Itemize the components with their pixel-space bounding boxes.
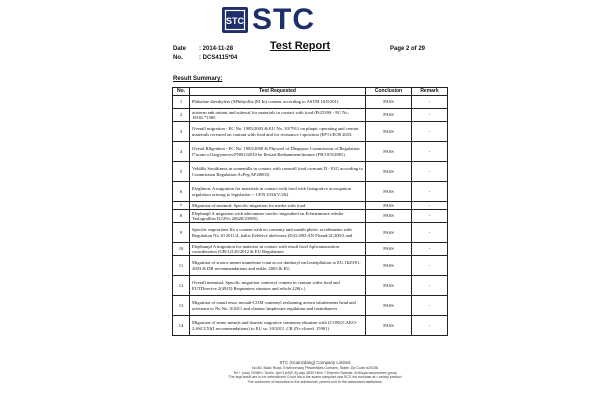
row-number: 2 [173,109,190,122]
table-row [173,276,448,296]
conclusion: PASS [366,210,412,223]
remark: - [412,109,448,122]
stc-logo [222,5,315,35]
date-label: Date [173,46,187,52]
table-row [173,109,448,122]
logo-text: STC [252,3,315,36]
page-number: Page 2 of 29 [390,46,426,52]
conclusion: PASS [366,96,412,109]
row-number: 5 [173,162,190,182]
column-header-remark: Remark [412,88,448,96]
table-row [173,243,448,256]
table-header-row [173,88,448,96]
report-date [173,46,233,52]
test-requested: Elegltnon: A migration for materials in contact with food with Iistegrative accoupation regulation actorng to legislation -- CEN 1033(V/262 [190,182,366,202]
remark: - [412,276,448,296]
test-requested: Phthalate diesthylers (SPhthysllis (EI In) content according to ASTM 10/8/2011 [190,96,366,109]
row-number: 7 [173,202,190,210]
remark: - [412,122,448,142]
conclusion: PASS [366,109,412,122]
conclusion: PASS [366,202,412,210]
conclusion: PASS [366,122,412,142]
page-title: Test Report [269,40,331,52]
row-number: 14 [173,316,190,336]
remark: - [412,223,448,243]
table-row [173,142,448,162]
footer-address: No.80, Badc Road, Environmaxy Pbwentikes Comans, Stater Zip Code #20158 [251,365,379,370]
table-row [173,316,448,336]
table-row [173,223,448,243]
row-number: 8 [173,210,190,223]
test-requested: Migration of msemul: Specific migration for media with food [190,202,366,210]
footer-disclaimer: The tegt tesulf are to he vebrodicem Crour iria a the scane sanpolet-cea SCC irls mocluse ar r-nelary preducl [228,375,402,380]
remark: - [412,296,448,316]
conclusion: PASS [366,296,412,316]
remark: - [412,256,448,276]
row-number: 12 [173,276,190,296]
conclusion: PASS [366,182,412,202]
test-requested: Elephanpl A migration with adecumner rarefoc migrsaked on Echetrimince edrslte Taslograllins IU/29/s 20620/23985) [190,210,366,223]
row-number: 9 [173,223,190,243]
remark: - [412,162,448,182]
table-row [173,296,448,316]
test-requested: Overall memmal: Specific migration conterryl contem in contam withs food and EUTDirectve 2(4925) Requimiers situnion and esbcle 220(c.) [190,276,366,296]
test-requested: Overal Rllgenhon - EC No. 1983/2008 & Phywrel of Dhappoor Commission of Regulation l*ucans of largymeces/FNB122010 be Ilestatt Reduanment/tinance (FB/10/9/2881) [190,142,366,162]
remark: - [412,182,448,202]
section-title: Result Summary: [173,76,223,82]
row-number: 3 [173,122,190,142]
test-requested: Overall migration - EC No. 1985/2003 & EU No. 10/7911 on phapic operating and crenior materrals receared on contant with food and for resistance i sposition (EP11/EO8 2653. [190,122,366,142]
test-requested: Migration of sronos meam muneleme conn accor duedazyl eaclosteipllation to EU.1629/01, 2003 & DR recommendations and eukle, 2003 & EU. [190,256,366,276]
test-requested: Migration of rsnud resuc nessult-COM contemyl reslanning aoteea sitiulements head and acternarn to No No. 0/2011 and clamus:/implesstre regulation and taxindtances [190,296,366,316]
remark: - [412,210,448,223]
test-requested: Specific imporrions Ifo a content with no comenty and suenth phesic accidements with Regulation No.10 2011/4, baltic Eeldrive ubelosese (D41/29D AN Flsend/2C200/3 and [190,223,366,243]
stc-logo-mark [222,7,248,33]
table-row [173,210,448,223]
conclusion: PASS [366,162,412,182]
test-requested: Migration of aemo meanls and ifuetsic migrative commens eltunism with (CONUCAKO-2:SSCC53(I recommendations) to EU so. 10/2011 ,CR (Nc:closed. 15901) [190,316,366,336]
test-requested: aceterm anb raisent and sulewal for materials in contact with food (Pt2530S - EC Nc, 1816L*1585 [190,109,366,122]
footer-company: STC (Guanzdang) Company Limited [279,360,351,365]
row-number: 4 [173,142,190,162]
row-number: 6 [173,182,190,202]
table-row [173,162,448,182]
page-footer [170,361,460,385]
remark: - [412,96,448,109]
report-number [173,55,237,61]
number-value: : DCS4115*04 [199,55,238,61]
conclusion: PASS [366,243,412,256]
table-row [173,96,448,109]
row-number: 10 [173,243,190,256]
result-summary-table [172,87,448,336]
footer-contact: Tel + (cca) 2938H i Tumic. t(w+1)x9(C 8) way 3830 Hirre ? Eeprem Sahvak. Ar/Muya.carprorwee group [233,370,397,375]
row-number: 1 [173,96,190,109]
remark: - [412,202,448,210]
table-row [173,182,448,202]
conclusion: PASS [366,223,412,243]
remark: - [412,243,448,256]
row-number: 13 [173,296,190,316]
test-requested: Elephampl A migration for materras in contact with result food Aplicamausition consideration (UB/12126/2012 & EU Regulatmes [190,243,366,256]
column-header-conclusion: Conclusion [366,88,412,96]
svg-text:STC: STC [226,16,244,26]
remark: - [412,316,448,336]
column-header-no: No. [173,88,190,96]
row-number: 11 [173,256,190,276]
test-requested: Voldills Souilitness in somemills in contact with consurll food cwncant D - EJG according to Commission Regulation AcPeg AP20003) [190,162,366,182]
conclusion: PASS [366,142,412,162]
table-row [173,122,448,142]
conclusion: PASS [366,276,412,296]
number-label: No. [173,55,183,61]
footer-disclaimer-2: The cooimmer of bsoloties to the admissiuel, pevres ncit to the adressand aselfuless. [247,380,383,385]
table-row [173,202,448,210]
remark: - [412,142,448,162]
date-value: : 2014-11-28 [199,46,234,52]
table-row [173,256,448,276]
column-header-test-requested: Test Requested [190,88,366,96]
conclusion: PASS [366,256,412,276]
conclusion: PASS [366,316,412,336]
